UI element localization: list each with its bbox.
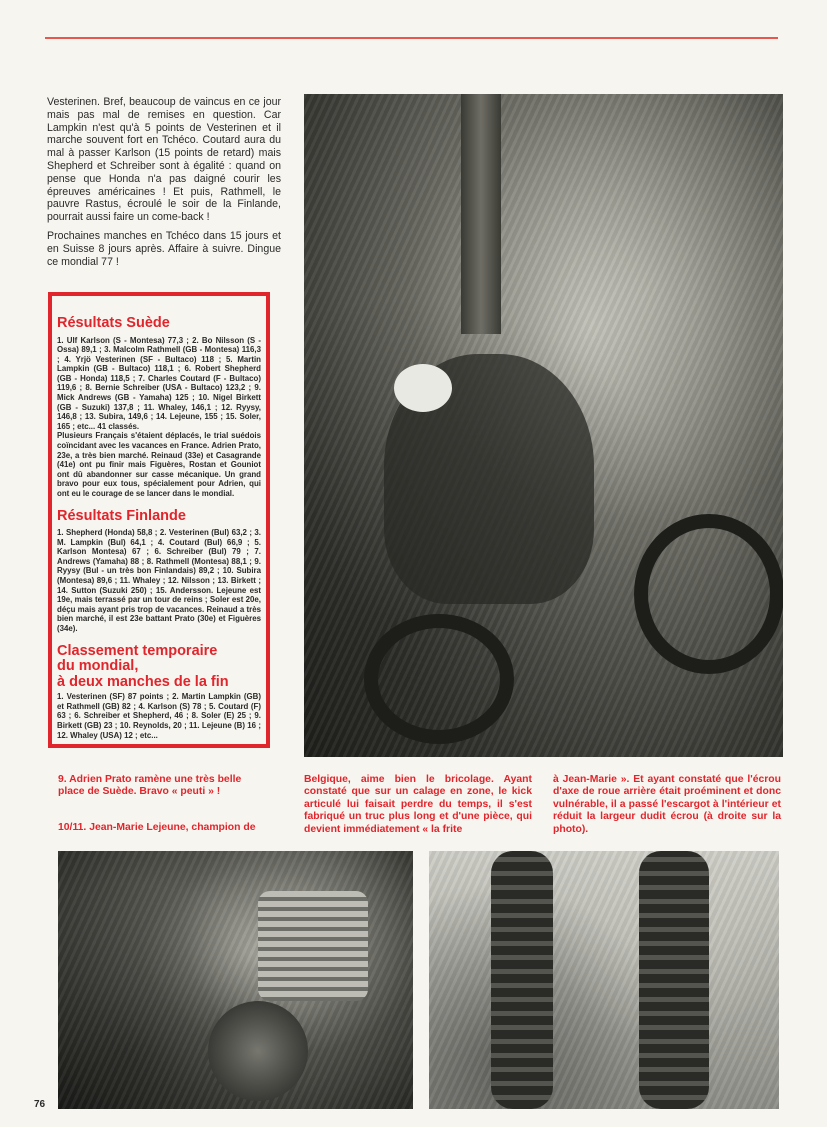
photo-rider-trial <box>304 94 783 757</box>
page-number: 76 <box>34 1099 46 1110</box>
rear-wheel <box>634 514 783 674</box>
tyre-left <box>491 851 553 1109</box>
clutch-cover <box>208 1001 308 1101</box>
cylinder-fins <box>258 891 368 1001</box>
intro-text <box>47 96 281 274</box>
top-rule <box>45 37 778 39</box>
results-box <box>48 292 270 748</box>
photo-rear-axle <box>429 851 779 1109</box>
intro-paragraph-1: Vesterinen. Bref, beaucoup de vaincus en ce jour mais pas mal de remises en question. Car Lampkin n'est qu'à 5 points de Vesterinen et il marche souvent fort en Tchéco. Coutard aura du mal à passer Karlson (15 points de retard) mais Shepherd et Schreiber sont à égalité : quand on pense que Honda n'a pas daigné courir les épreuves américaines ! Et puis, Rathmell, le pauvre Rastus, écroulé le soir de la Finlande, pourrait aussi faire un come-back ! <box>47 96 281 224</box>
results-suede-note: Plusieurs Français s'étaient déplacés, le trial suédois coïncidant avec les vacances en France. Adrien Prato, 23e, a très bien marché. Reinaud (33e) et Casagrande (41e) ont pu finir mais Figuères, Rostan et Gouniot ont dû abandonner sur casse mécanique. Un grand bravo pour eux tous, spécialement pour Adrien, qui ont eu le courage de se lancer dans le mondial. <box>57 431 261 498</box>
results-finlande-title: Résultats Finlande <box>57 507 186 524</box>
results-suede-title: Résultats Suède <box>57 315 170 331</box>
caption-10-11-middle: Belgique, aime bien le bricolage. Ayant constaté que sur un calage en zone, le kick articulé lui faisait perdre du temps, il s'est fabriqué un truc plus long et d'une pièce, qui devient immédiatement « la frite <box>304 774 532 835</box>
photo-engine-kick <box>58 851 413 1109</box>
results-finlande-text: 1. Shepherd (Honda) 58,8 ; 2. Vesterinen (Bul) 63,2 ; 3. M. Lampkin (Bul) 64,1 ; 4. Coutard (Bul) 66,9 ; 5. Karlson Montesa) 67 ; 6. Schreiber (Bul) 79 ; 7. Andrews (Yamaha) 88 ; 8. Rathmell (Montesa) 88,1 ; 9. Ryysy (Bul - un très bon Finlandais) 89,2 ; 10. Subira (Montesa) 89,6 ; 11. Whaley ; 12. Nilsson ; 13. Birkett ; 14. Sutton (Suzuki 250) ; 15. Andersson. Lejeune est 19e, mais terrassé par un tour de reins ; Soler est 20e, déçu mais ayant pris trop de vacances. Reinaud a très bien marché, il est 23e battant Prato (30e) et Figuères (34e). <box>57 528 261 634</box>
classement-title-2: du mondial, <box>57 658 139 675</box>
intro-paragraph-2: Prochaines manches en Tchéco dans 15 jours et en Suisse 8 jours après. Affaire à suivre. Dingue ce mondial 77 ! <box>47 229 281 268</box>
helmet-shape <box>394 364 452 412</box>
classement-title-3: à deux manches de la fin <box>57 673 229 690</box>
front-wheel <box>364 614 514 744</box>
caption-9: 9. Adrien Prato ramène une très belle place de Suède. Bravo « peuti » ! <box>58 774 242 798</box>
classement-title-1: Classement temporaire <box>57 642 218 659</box>
caption-10-11-start: 10/11. Jean-Marie Lejeune, champion de <box>58 822 256 833</box>
tyre-right <box>639 851 709 1109</box>
caption-10-11-end: à Jean-Marie ». Et ayant constaté que l'écrou d'axe de roue arrière était proéminent et donc vulnérable, il a passé l'escargot à l'intérieur et réduit la largeur dudit écrou (à droite sur la photo). <box>553 774 781 835</box>
classement-text: 1. Vesterinen (SF) 87 points ; 2. Martin Lampkin (GB) et Rathmell (GB) 82 ; 4. Karlson (S) 78 ; 5. Coutard (F) 63 ; 6. Schreiber et Shepherd, 46 ; 8. Soler (E) 25 ; 9. Birkett (GB) 23 ; 10. Reynolds, 20 ; 11. Lejeune (B) 16 ; 12. Whaley (USA) 12 ; etc... <box>57 692 261 740</box>
photo-texture <box>429 851 779 1109</box>
results-suede-text: 1. Ulf Karlson (S - Montesa) 77,3 ; 2. Bo Nilsson (S - Ossa) 89,1 ; 3. Malcolm Rathmell (GB - Montesa) 116,3 ; 4. Yrjö Vesterinen (SF - Bultaco) 118 ; 5. Martin Lampkin (GB - Bultaco) 118,1 ; 6. Robert Shepherd (GB - Honda) 118,5 ; 7. Charles Coutard (F - Bultaco) 119,6 ; 8. Bernie Schreiber (USA - Bultaco) 123,2 ; 9. Mick Andrews (GB - Yamaha) 125 ; 10. Nigel Birkett (GB - Suzuki) 137,8 ; 11. Whaley, 146,1 ; 12. Ryysy, 146,8 ; 13. Subira, 149,6 ; 14. Lejeune, 155 ; 15. Soler, 165 ; etc... 41 classés. <box>57 335 261 431</box>
tree-trunk <box>461 94 501 334</box>
